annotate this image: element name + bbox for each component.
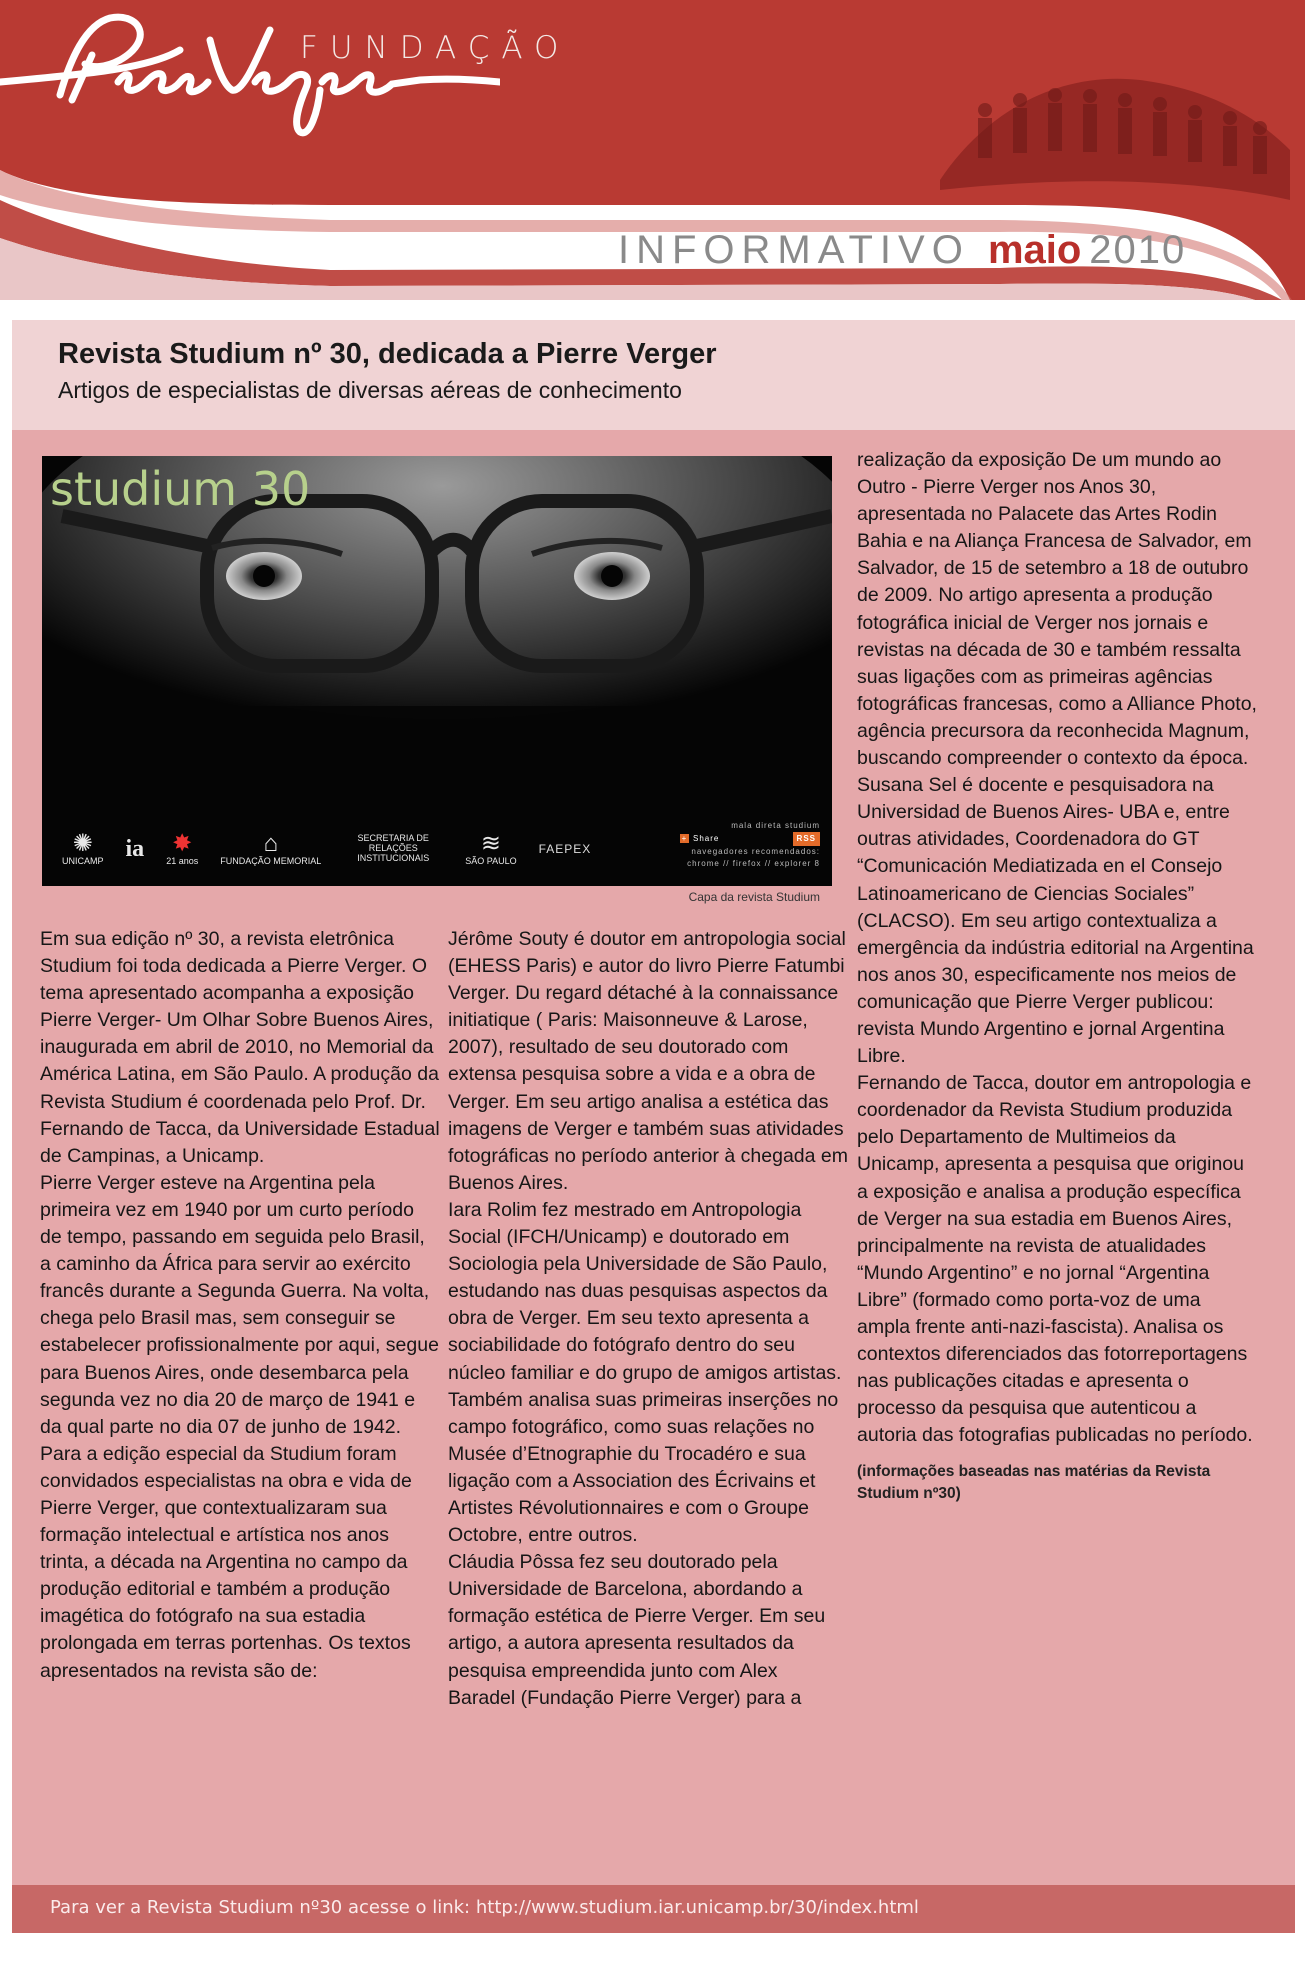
paragraph: Jérôme Souty é doutor em antropologia social (EHESS Paris) e autor do livro Pierre Fatumbi Verger. Du regard détaché à la connaissance initiatique ( Paris: Maisonneuve & Larose, 2007), resultado de seu doutorado com extensa pesquisa sobre a vida e a obra de Verger. Em seu artigo analisa a estética das imagens de Verger e também suas atividades fotográficas no período anterior à chegada em Buenos Aires. <box>448 928 849 1194</box>
edition-year: 2010 <box>1089 228 1187 272</box>
image-caption: Capa da revista Studium <box>688 890 820 904</box>
paragraph: Para a edição especial da Studium foram convidados especialistas na obra e vida de Pierre Verger, que contextualizaram sua formação intelectual e artística nos anos trinta, a década na Argentina no campo da produção editorial e também a produção imagética do fotógrafo na sua estadia prolongada em terras portenhas. Os textos apresentados na revista são de: <box>40 1442 412 1682</box>
magazine-cover-image <box>42 456 832 886</box>
ia-logo-icon: ia <box>125 835 145 862</box>
pierre-verger-signature-logo <box>0 0 500 150</box>
browsers-list: chrome // firefox // explorer 8 <box>687 859 820 868</box>
newsletter-word: INFORMATIVO <box>618 228 970 272</box>
sao-paulo-logo-icon: ≋ SÃO PAULO <box>465 830 517 867</box>
edition-month: maio <box>987 228 1082 272</box>
text-column-2 <box>448 926 848 1712</box>
anniversary-logo-icon: ✸ 21 anos <box>166 830 199 867</box>
mailing-label: mala direta studium <box>731 821 820 830</box>
paragraph: Susana Sel é docente e pesquisadora na Universidad de Buenos Aires- UBA e, entre outras atividades, Coordenadora do GT “Comunicación Mediatizada en el Consejo Latinoamericano de Ciencias Sociales” (CLACSO). Em seu artigo contextualiza a emergência da indústria editorial na Argentina nos anos 30, especificamente nos meios de comunicação que Pierre Verger publicou: revista Mundo Argentino e jornal Argentina Libre. <box>857 774 1254 1068</box>
cover-title: studium 30 <box>50 462 311 516</box>
rss-icon[interactable]: RSS <box>793 832 820 846</box>
footer-link-line <box>50 1897 919 1918</box>
share-button[interactable]: + Share <box>680 833 719 845</box>
footer-prefix: Para ver a Revista Studium nº30 acesse o link: <box>50 1897 476 1918</box>
faepex-logo: FAEPEX <box>538 841 592 856</box>
paragraph: Pierre Verger esteve na Argentina pela primeira vez em 1940 por um curto período de tempo, passando em seguida pelo Brasil, a caminho da África para servir ao exército francês durante a Segunda Guerra. Na volta, chega pelo Brasil mas, sem conseguir se estabelecer profissionalmente por aqui, segue para Buenos Aires, onde desembarca pela segunda vez no dia 20 de março de 1941 e da qual parte no dia 07 de junho de 1942. <box>40 1171 439 1438</box>
text-column-1 <box>40 926 440 1685</box>
fundacao-memorial-logo-icon: ⌂ FUNDAÇÃO MEMORIAL <box>220 830 322 867</box>
unicamp-logo-icon: ✺ UNICAMP <box>62 830 104 867</box>
share-row <box>680 832 820 846</box>
source-note: (informações baseadas nas matérias da Revista Studium nº30) <box>857 1463 1211 1503</box>
paragraph: Fernando de Tacca, doutor em antropologia e coordenador da Revista Studium produzida pelo Departamento de Multimeios da Unicamp, apresenta a pesquisa que originou a exposição e analisa a produção específica de Verger na sua estadia em Buenos Aires, principalmente na revista de atualidades “Mundo Argentino” e no jornal “Argentina Libre” (formado como porta-voz de uma ampla frente anti-nazi-fascista). Analisa os contextos diferenciados das fotorreportagens nas publicações citadas e apresenta o processo da pesquisa que autenticou a autoria das fotografias publicadas no período. <box>857 1072 1253 1447</box>
paragraph: Cláudia Pôssa fez seu doutorado pela Universidade de Barcelona, abordando a formação estética de Pierre Verger. Em seu artigo, a autora apresenta resultados da pesquisa empreendida junto com Alex Baradel (Fundação Pierre Verger) para a <box>448 1551 826 1709</box>
cover-mailing-panel <box>680 820 820 870</box>
newsletter-header <box>0 0 1305 300</box>
sponsor-logos <box>62 831 591 867</box>
title-band <box>12 320 1295 430</box>
browsers-heading: navegadores recomendados: <box>691 847 820 856</box>
article-subtitle: Artigos de especialistas de diversas aéreas de conhecimento <box>58 377 682 403</box>
studium-link[interactable]: http://www.studium.iar.unicamp.br/30/index.html <box>475 1897 919 1918</box>
paragraph: Em sua edição nº 30, a revista eletrônica Studium foi toda dedicada a Pierre Verger. O tema apresentado acompanha a exposição Pierre Verger- Um Olhar Sobre Buenos Aires, inaugurada em abril de 2010, no Memorial da América Latina, em São Paulo. A produção da Revista Studium é coordenada pelo Prof. Dr. Fernando de Tacca, da Universidade Estadual de Campinas, a Unicamp. <box>40 928 440 1167</box>
secretaria-logo: SECRETARIA DE RELAÇÕES INSTITUCIONAIS <box>357 833 430 864</box>
newsletter-edition-line <box>618 228 1186 273</box>
org-word: FUNDAÇÃO <box>300 30 571 66</box>
article-title: Revista Studium nº 30, dedicada a Pierre Verger <box>58 338 717 370</box>
paragraph: Iara Rolim fez mestrado em Antropologia Social (IFCH/Unicamp) e doutorado em Sociologia pela Universidade de São Paulo, estudando nas duas pesquisas aspectos da obra de Verger. Em seu texto apresenta a sociabilidade do fotógrafo dentro do seu núcleo familiar e do grupo de amigos artistas. Também analisa suas primeiras inserções no campo fotográfico, como suas relações no Musée d’Etnographie du Trocadéro e sua ligação com a Association des Écrivains et Artistes Révolutionnaires e com o Groupe Octobre, entre outros. <box>448 1198 842 1547</box>
text-column-3 <box>857 447 1257 1505</box>
paragraph: realização da exposição De um mundo ao Outro - Pierre Verger nos Anos 30, apresentada no Palacete das Artes Rodin Bahia e na Aliança Francesa de Salvador, em Salvador, de 15 de setembro a 18 de outubro de 2009. No artigo apresenta a produção fotográfica inicial de Verger nos jornais e revistas na década de 30 e também ressalta suas ligações com as primeiras agências fotográficas francesas, como a Alliance Photo, agência precursora da reconhecida Magnum, buscando compreender o contexto da época. <box>857 449 1257 770</box>
